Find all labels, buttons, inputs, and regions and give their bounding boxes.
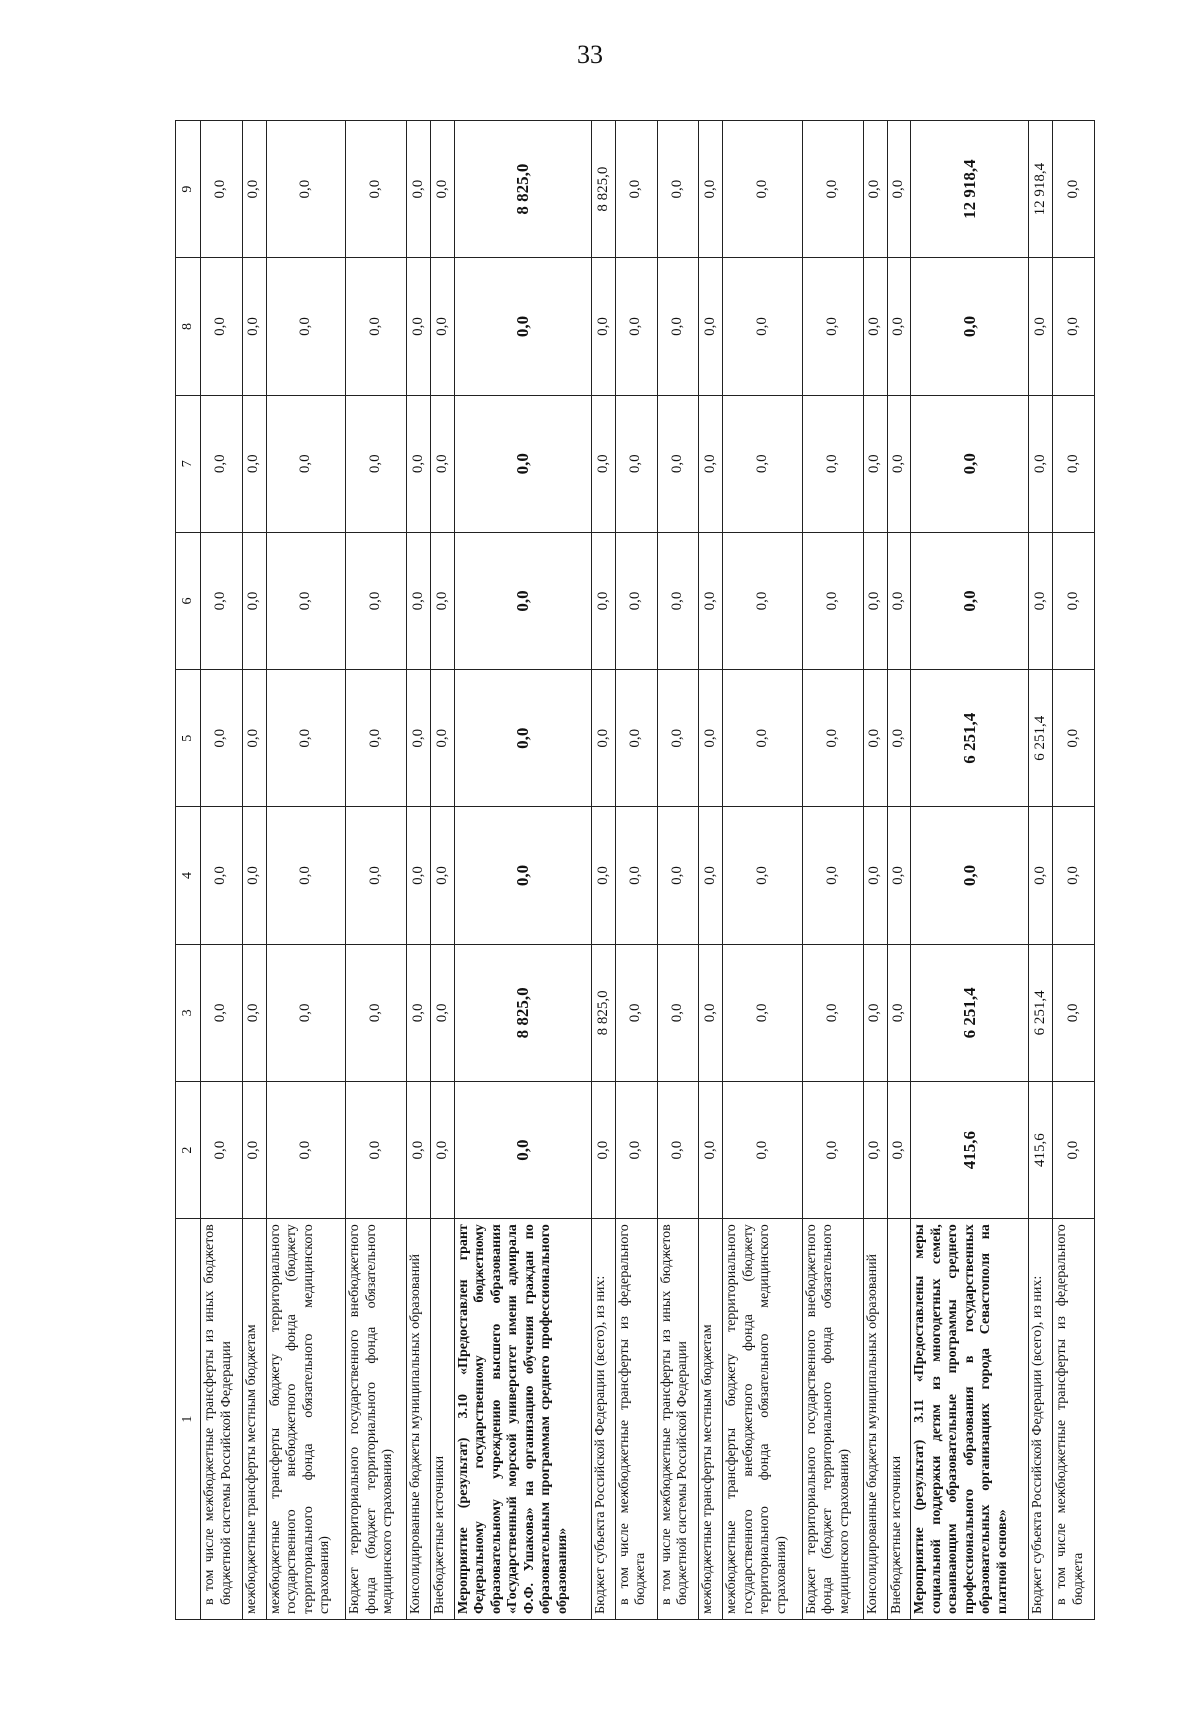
- cell-value: 0,0: [657, 1081, 699, 1218]
- cell-value: 6 251,4: [911, 944, 1029, 1081]
- cell-value: 0,0: [887, 670, 911, 807]
- cell-value: 0,0: [346, 395, 407, 532]
- cell-value: 0,0: [615, 670, 657, 807]
- cell-value: 0,0: [266, 121, 346, 258]
- cell-value: 0,0: [266, 395, 346, 532]
- cell-value: 0,0: [266, 944, 346, 1081]
- cell-value: 0,0: [407, 121, 431, 258]
- cell-value: 0,0: [1053, 670, 1095, 807]
- cell-value: 6 251,4: [1029, 670, 1053, 807]
- cell-value: 0,0: [1029, 807, 1053, 944]
- row-label: в том числе межбюджетные трансферты из федерального бюджета: [1053, 1219, 1095, 1620]
- cell-value: 0,0: [699, 807, 723, 944]
- cell-value: 0,0: [454, 807, 591, 944]
- cell-value: 0,0: [699, 1081, 723, 1218]
- row-label: межбюджетные трансферты местным бюджетам: [699, 1219, 723, 1620]
- cell-value: 0,0: [887, 944, 911, 1081]
- cell-value: 0,0: [454, 1081, 591, 1218]
- cell-value: 0,0: [802, 532, 863, 669]
- cell-value: 0,0: [1053, 395, 1095, 532]
- cell-value: 0,0: [863, 395, 887, 532]
- cell-value: 0,0: [266, 258, 346, 395]
- table-row: [699, 121, 723, 1620]
- cell-value: 0,0: [201, 944, 243, 1081]
- row-label: Бюджет субъекта Российской Федерации (всего), из них:: [591, 1219, 615, 1620]
- cell-value: 0,0: [430, 1081, 454, 1218]
- cell-value: 0,0: [887, 1081, 911, 1218]
- cell-value: 8 825,0: [454, 944, 591, 1081]
- cell-value: 8 825,0: [591, 944, 615, 1081]
- cell-value: 0,0: [242, 670, 266, 807]
- cell-value: 0,0: [723, 121, 803, 258]
- row-label: в том числе межбюджетные трансферты из иных бюджетов бюджетной системы Российской Федерации: [201, 1219, 243, 1620]
- cell-value: 0,0: [407, 670, 431, 807]
- table-row: [723, 121, 803, 1620]
- header-row: [176, 121, 201, 1620]
- cell-value: 0,0: [723, 1081, 803, 1218]
- cell-value: 0,0: [454, 258, 591, 395]
- cell-value: 0,0: [723, 395, 803, 532]
- cell-value: 0,0: [201, 121, 243, 258]
- cell-value: 0,0: [1029, 532, 1053, 669]
- cell-value: 0,0: [802, 670, 863, 807]
- cell-value: 0,0: [591, 807, 615, 944]
- cell-value: 0,0: [657, 395, 699, 532]
- cell-value: 0,0: [723, 670, 803, 807]
- row-label: Консолидированные бюджеты муниципальных образований: [407, 1219, 431, 1620]
- column-header: 7: [176, 395, 201, 532]
- cell-value: 0,0: [723, 807, 803, 944]
- cell-value: 0,0: [346, 258, 407, 395]
- cell-value: 0,0: [591, 258, 615, 395]
- cell-value: 0,0: [346, 944, 407, 1081]
- cell-value: 0,0: [454, 532, 591, 669]
- table-row: [657, 121, 699, 1620]
- cell-value: 0,0: [657, 258, 699, 395]
- cell-value: 8 825,0: [591, 121, 615, 258]
- cell-value: 0,0: [430, 532, 454, 669]
- cell-value: 0,0: [454, 395, 591, 532]
- cell-value: 0,0: [430, 807, 454, 944]
- cell-value: 0,0: [346, 807, 407, 944]
- cell-value: 0,0: [657, 121, 699, 258]
- cell-value: 0,0: [242, 944, 266, 1081]
- table-row: [911, 121, 1029, 1620]
- cell-value: 0,0: [430, 395, 454, 532]
- row-label: Консолидированные бюджеты муниципальных образований: [863, 1219, 887, 1620]
- column-header: 9: [176, 121, 201, 258]
- cell-value: 0,0: [657, 944, 699, 1081]
- cell-value: 0,0: [1053, 807, 1095, 944]
- cell-value: 0,0: [591, 395, 615, 532]
- row-label: Бюджет территориального государственного внебюджетного фонда (бюджет территориального фонда обязательного медицинского страхования): [802, 1219, 863, 1620]
- table-row: [1053, 121, 1095, 1620]
- cell-value: 0,0: [863, 1081, 887, 1218]
- cell-value: 0,0: [657, 807, 699, 944]
- row-label: межбюджетные трансферты бюджету территориального государственного внебюджетного фонда (бюджету территориального фонда обязательного медицинского страхования): [266, 1219, 346, 1620]
- rotated-table-container: [175, 120, 1095, 1620]
- table-row: [615, 121, 657, 1620]
- cell-value: 0,0: [615, 532, 657, 669]
- table-row: [266, 121, 346, 1620]
- cell-value: 0,0: [201, 395, 243, 532]
- cell-value: 0,0: [911, 807, 1029, 944]
- table-row: [242, 121, 266, 1620]
- cell-value: 0,0: [802, 395, 863, 532]
- cell-value: 0,0: [723, 258, 803, 395]
- cell-value: 0,0: [201, 807, 243, 944]
- cell-value: 0,0: [1053, 944, 1095, 1081]
- cell-value: 0,0: [1029, 258, 1053, 395]
- cell-value: 0,0: [407, 258, 431, 395]
- table-row: [454, 121, 591, 1620]
- cell-value: 0,0: [242, 807, 266, 944]
- cell-value: 0,0: [657, 670, 699, 807]
- cell-value: 0,0: [863, 670, 887, 807]
- cell-value: 0,0: [802, 1081, 863, 1218]
- cell-value: 0,0: [615, 121, 657, 258]
- cell-value: 0,0: [266, 807, 346, 944]
- column-header: 2: [176, 1081, 201, 1218]
- cell-value: 0,0: [723, 532, 803, 669]
- row-label: в том числе межбюджетные трансферты из иных бюджетов бюджетной системы Российской Федерации: [657, 1219, 699, 1620]
- cell-value: 0,0: [802, 121, 863, 258]
- cell-value: 0,0: [407, 944, 431, 1081]
- cell-value: 0,0: [266, 532, 346, 669]
- cell-value: 0,0: [430, 258, 454, 395]
- column-header: 3: [176, 944, 201, 1081]
- row-label: Мероприятие (результат) 3.10 «Предоставлен грант Федеральному государственному бюджетному образовательному учреждению высшего образования «Государственный морской университет имени адмирала Ф.Ф. Ушакова» на организацию обучения граждан по образовательным программам среднего профессионального образования»: [454, 1219, 591, 1620]
- cell-value: 0,0: [591, 1081, 615, 1218]
- cell-value: 0,0: [201, 258, 243, 395]
- cell-value: 0,0: [615, 944, 657, 1081]
- row-label: Внебюджетные источники: [430, 1219, 454, 1620]
- page-number: 33: [577, 40, 603, 69]
- column-header: 8: [176, 258, 201, 395]
- cell-value: 0,0: [407, 532, 431, 669]
- cell-value: 0,0: [1053, 258, 1095, 395]
- cell-value: 0,0: [242, 395, 266, 532]
- cell-value: 0,0: [242, 121, 266, 258]
- row-label: Бюджет субъекта Российской Федерации (всего), из них:: [1029, 1219, 1053, 1620]
- cell-value: 0,0: [657, 532, 699, 669]
- cell-value: 0,0: [887, 258, 911, 395]
- cell-value: 6 251,4: [911, 670, 1029, 807]
- cell-value: 0,0: [201, 670, 243, 807]
- cell-value: 0,0: [699, 944, 723, 1081]
- cell-value: 8 825,0: [454, 121, 591, 258]
- cell-value: 0,0: [430, 121, 454, 258]
- cell-value: 0,0: [699, 258, 723, 395]
- cell-value: 0,0: [863, 121, 887, 258]
- cell-value: 0,0: [242, 258, 266, 395]
- row-label: Мероприятие (результат) 3.11 «Предоставлены меры социальной поддержки детям из многодетных семей, осваивающим образовательные программы среднего профессионального образования в государственных образовательных организациях города Севастополя на платной основе»: [911, 1219, 1029, 1620]
- column-header: 6: [176, 532, 201, 669]
- cell-value: 0,0: [201, 532, 243, 669]
- table-row: [1029, 121, 1053, 1620]
- table-body: [201, 121, 1095, 1620]
- cell-value: 0,0: [887, 121, 911, 258]
- cell-value: 0,0: [346, 532, 407, 669]
- cell-value: 0,0: [1029, 395, 1053, 532]
- budget-table: [175, 120, 1095, 1620]
- cell-value: 0,0: [863, 944, 887, 1081]
- cell-value: 0,0: [615, 1081, 657, 1218]
- cell-value: 0,0: [430, 670, 454, 807]
- cell-value: 0,0: [242, 532, 266, 669]
- cell-value: 0,0: [346, 121, 407, 258]
- cell-value: 0,0: [887, 532, 911, 669]
- table-row: [430, 121, 454, 1620]
- cell-value: 0,0: [911, 258, 1029, 395]
- column-header: 1: [176, 1219, 201, 1620]
- row-label: Внебюджетные источники: [887, 1219, 911, 1620]
- cell-value: 415,6: [911, 1081, 1029, 1218]
- column-header: 5: [176, 670, 201, 807]
- cell-value: 0,0: [407, 1081, 431, 1218]
- cell-value: 0,0: [346, 1081, 407, 1218]
- cell-value: 0,0: [430, 944, 454, 1081]
- cell-value: 0,0: [615, 395, 657, 532]
- cell-value: 0,0: [1053, 532, 1095, 669]
- row-label: межбюджетные трансферты бюджету территориального государственного внебюджетного фонда (бюджету территориального фонда обязательного медицинского страхования): [723, 1219, 803, 1620]
- cell-value: 0,0: [911, 532, 1029, 669]
- cell-value: 6 251,4: [1029, 944, 1053, 1081]
- cell-value: 0,0: [346, 670, 407, 807]
- cell-value: 0,0: [699, 395, 723, 532]
- cell-value: 0,0: [863, 258, 887, 395]
- row-label: межбюджетные трансферты местным бюджетам: [242, 1219, 266, 1620]
- cell-value: 12 918,4: [1029, 121, 1053, 258]
- column-header: 4: [176, 807, 201, 944]
- cell-value: 0,0: [1053, 121, 1095, 258]
- table-row: [407, 121, 431, 1620]
- cell-value: 0,0: [591, 670, 615, 807]
- cell-value: 0,0: [699, 670, 723, 807]
- cell-value: 415,6: [1029, 1081, 1053, 1218]
- cell-value: 0,0: [699, 121, 723, 258]
- table-row: [887, 121, 911, 1620]
- table-row: [346, 121, 407, 1620]
- cell-value: 0,0: [591, 532, 615, 669]
- cell-value: 0,0: [242, 1081, 266, 1218]
- cell-value: 12 918,4: [911, 121, 1029, 258]
- cell-value: 0,0: [723, 944, 803, 1081]
- row-label: Бюджет территориального государственного внебюджетного фонда (бюджет территориального фонда обязательного медицинского страхования): [346, 1219, 407, 1620]
- row-label: в том числе межбюджетные трансферты из федерального бюджета: [615, 1219, 657, 1620]
- cell-value: 0,0: [1053, 1081, 1095, 1218]
- cell-value: 0,0: [863, 807, 887, 944]
- cell-value: 0,0: [887, 807, 911, 944]
- cell-value: 0,0: [802, 807, 863, 944]
- cell-value: 0,0: [201, 1081, 243, 1218]
- cell-value: 0,0: [699, 532, 723, 669]
- table-row: [802, 121, 863, 1620]
- cell-value: 0,0: [615, 807, 657, 944]
- cell-value: 0,0: [802, 258, 863, 395]
- cell-value: 0,0: [266, 1081, 346, 1218]
- cell-value: 0,0: [802, 944, 863, 1081]
- table-row: [201, 121, 243, 1620]
- cell-value: 0,0: [887, 395, 911, 532]
- cell-value: 0,0: [407, 395, 431, 532]
- cell-value: 0,0: [407, 807, 431, 944]
- table-row: [863, 121, 887, 1620]
- cell-value: 0,0: [615, 258, 657, 395]
- table-row: [591, 121, 615, 1620]
- cell-value: 0,0: [911, 395, 1029, 532]
- cell-value: 0,0: [863, 532, 887, 669]
- cell-value: 0,0: [266, 670, 346, 807]
- cell-value: 0,0: [454, 670, 591, 807]
